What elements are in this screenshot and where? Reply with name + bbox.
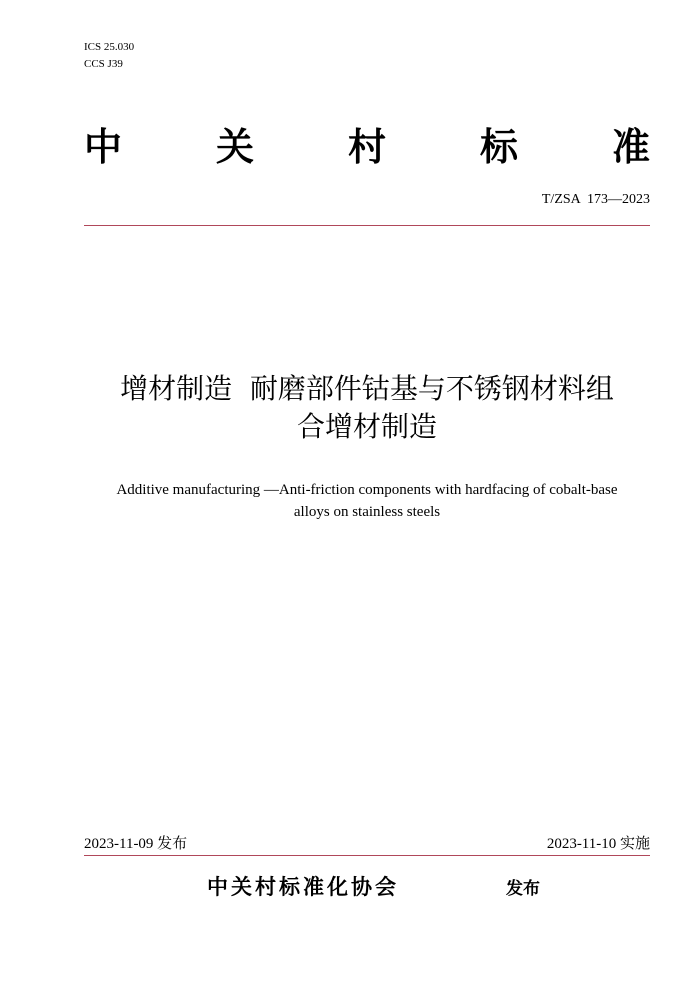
ics-code: ICS 25.030 <box>84 41 135 53</box>
standard-type-char: 关 <box>215 125 254 169</box>
standard-type-char: 准 <box>611 125 650 169</box>
implementation-date: 2023-11-10 实施 <box>546 836 650 852</box>
bottom-divider <box>84 855 650 856</box>
standard-type-char: 中 <box>84 125 123 169</box>
chinese-title-line: 增材制造 耐磨部件钴基与不锈钢材料组 <box>120 372 614 405</box>
standard-type-char: 村 <box>347 125 386 169</box>
chinese-title <box>70 370 664 446</box>
english-title-line: Additive manufacturing —Anti-friction components with hardfacing of cobalt-base <box>116 482 618 498</box>
standard-number: T/ZSA 173—2023 <box>541 192 650 207</box>
publish-label: 发布 <box>506 879 540 899</box>
top-divider <box>84 225 650 226</box>
chinese-title-line: 合增材制造 <box>296 410 437 443</box>
ccs-code: CCS J39 <box>84 58 123 70</box>
issue-date: 2023-11-09 发布 <box>84 836 188 852</box>
issuing-organization: 中关村标准化协会 <box>207 875 399 899</box>
standard-type-char: 标 <box>479 125 518 169</box>
standard-type-title <box>84 124 650 170</box>
english-title-line: alloys on stainless steels <box>293 504 441 520</box>
english-title <box>70 479 664 523</box>
classification-codes <box>84 39 134 73</box>
